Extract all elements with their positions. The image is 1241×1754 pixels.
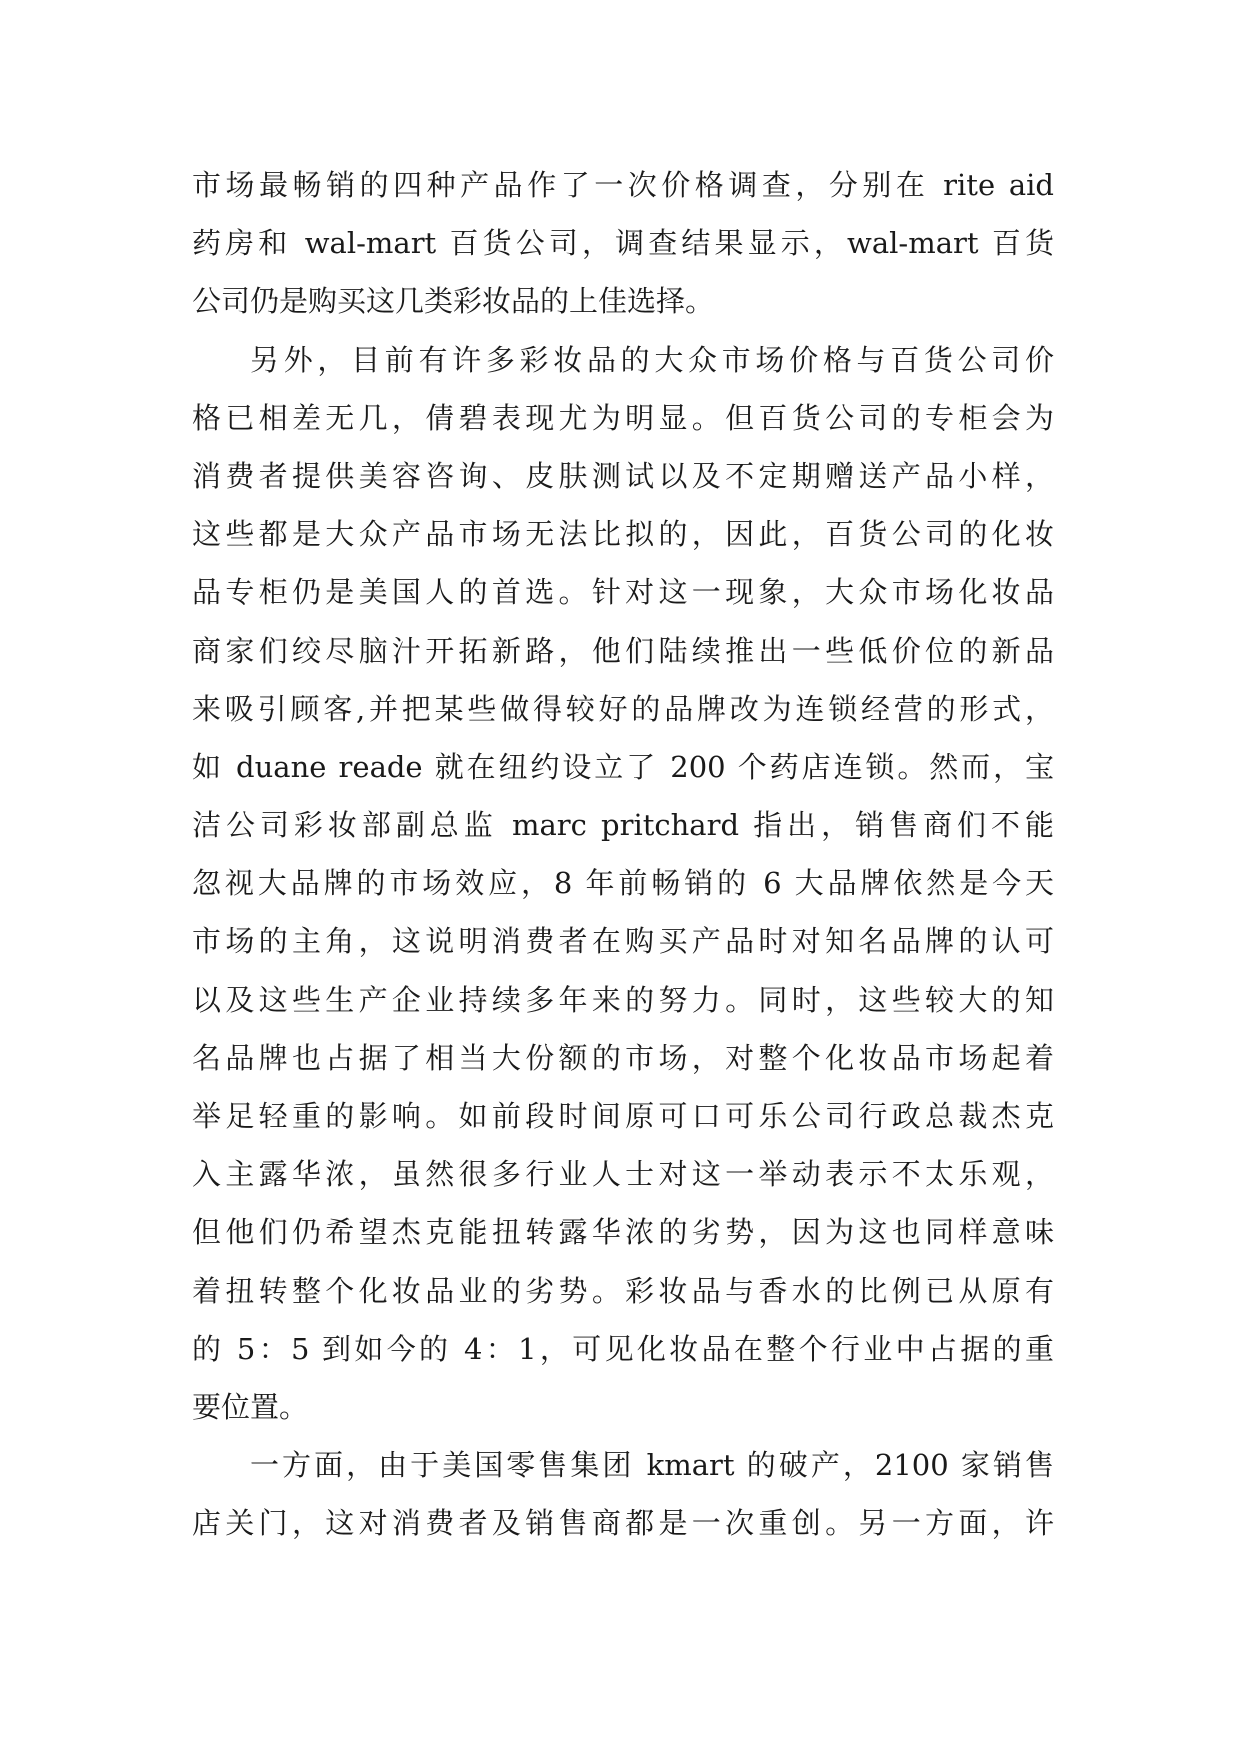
text-line: 商家们绞尽脑汁开拓新路，他们陆续推出一些低价位的新品 [192,633,1054,668]
text-line: 格已相差无几，倩碧表现尤为明显。但百货公司的专柜会为 [192,400,1054,435]
text-line: 忽视大品牌的市场效应，8 年前畅销的 6 大品牌依然是今天 [192,866,1054,901]
text-line: 入主露华浓，虽然很多行业人士对这一举动表示不太乐观， [192,1157,1054,1192]
text-line: 着扭转整个化妆品业的劣势。彩妆品与香水的比例已从原有 [192,1273,1054,1308]
text-line: 另外，目前有许多彩妆品的大众市场价格与百货公司价 [250,342,1054,377]
text-line: 来吸引顾客,并把某些做得较好的品牌改为连锁经营的形式， [192,691,1054,726]
text-line: 举足轻重的影响。如前段时间原可口可乐公司行政总裁杰克 [192,1099,1054,1133]
text-line: 洁公司彩妆部副总监 marc pritchard 指出，销售商们不能 [192,808,1054,843]
text-line: 以及这些生产企业持续多年来的努力。同时，这些较大的知 [192,982,1054,1017]
text-line: 要位置。 [192,1389,309,1424]
text-line: 一方面，由于美国零售集团 kmart 的破产，2100 家销售 [250,1448,1054,1483]
text-line: 名品牌也占据了相当大份额的市场，对整个化妆品市场起着 [192,1040,1054,1075]
text-line: 如 duane reade 就在纽约设立了 200 个药店连锁。然而，宝 [192,749,1054,784]
text-line: 药房和 wal-mart 百货公司，调查结果显示，wal-mart 百货 [192,226,1054,261]
document-body [192,156,1054,1553]
text-line: 品专柜仍是美国人的首选。针对这一现象，大众市场化妆品 [192,575,1054,610]
text-line: 的 5：5 到如今的 4：1，可见化妆品在整个行业中占据的重 [192,1331,1054,1366]
text-line: 市场最畅销的四种产品作了一次价格调查，分别在 rite aid [192,168,1054,202]
paragraph [192,156,1054,331]
text-line: 但他们仍希望杰克能扭转露华浓的劣势，因为这也同样意味 [192,1215,1054,1250]
text-line: 市场的主角，这说明消费者在购买产品时对知名品牌的认可 [192,924,1054,959]
text-line: 公司仍是购买这几类彩妆品的上佳选择。 [192,284,715,319]
text-line: 消费者提供美容咨询、皮肤测试以及不定期赠送产品小样， [192,458,1054,493]
text-line: 这些都是大众产品市场无法比拟的，因此，百货公司的化妆 [192,517,1054,552]
text-line: 店关门，这对消费者及销售商都是一次重创。另一方面，许 [192,1506,1054,1541]
paragraph [192,1436,1054,1552]
paragraph [192,331,1054,1437]
